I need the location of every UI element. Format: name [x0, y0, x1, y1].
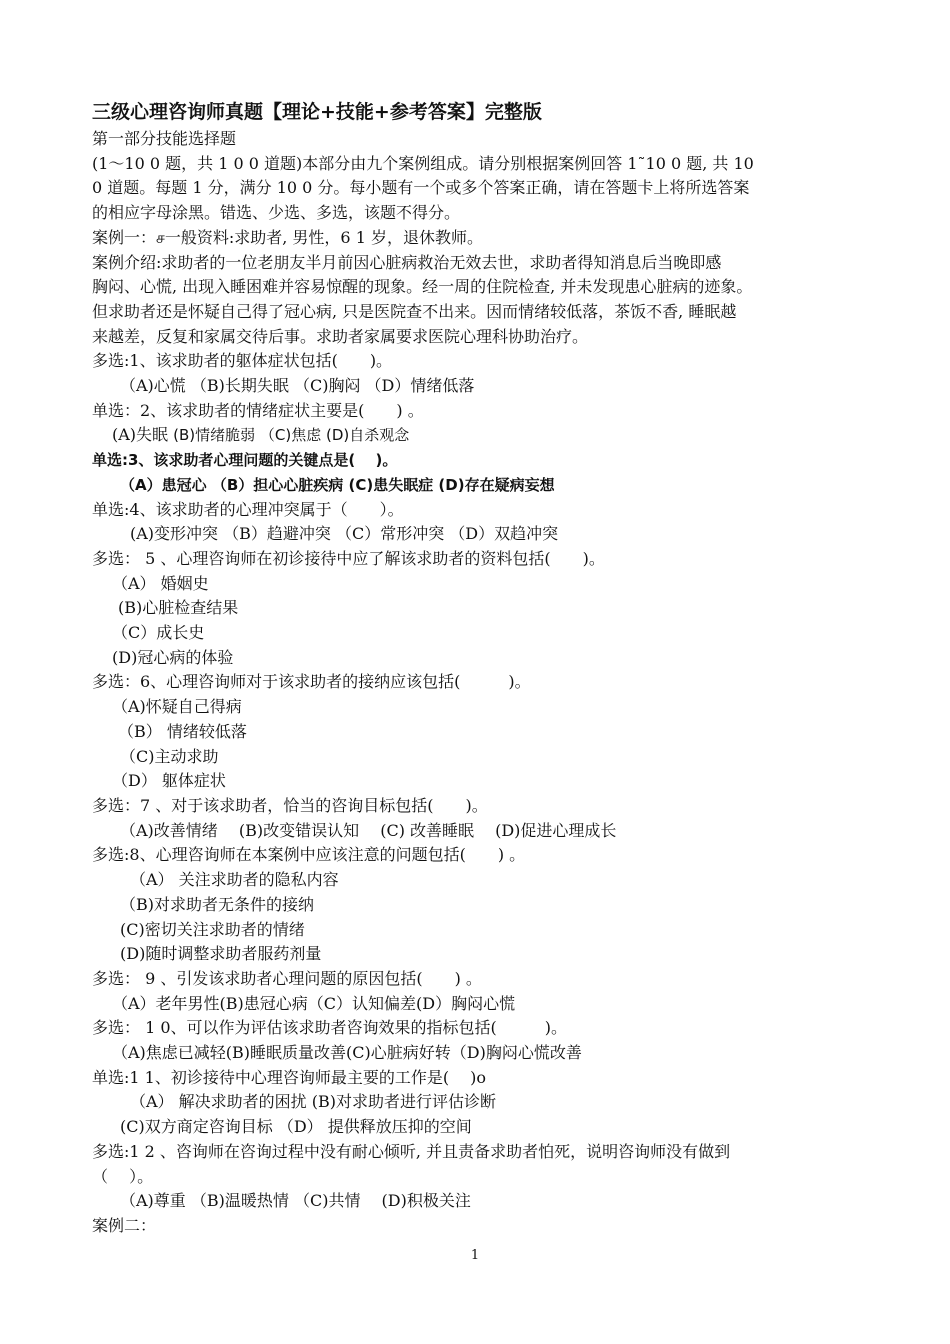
option-text: (A)失眠 — [112, 425, 174, 445]
question-option: （B） 情绪较低落 — [118, 721, 247, 741]
question-options: (A)变形冲突 （B）趋避冲突 （C）常形冲突 （D）双趋冲突 — [130, 524, 559, 544]
case-intro-line: 但求助者还是怀疑自己得了冠心病, 只是医院查不出来。因而情绪较低落，茶饭不香, 睡眠越 — [92, 301, 737, 321]
question-option: （A） 婚姻史 — [112, 573, 209, 593]
question-stem: 多选：7 、对于该求助者，恰当的咨询目标包括( )。 — [92, 795, 488, 815]
intro-line: 的相应字母涂黑。错选、少选、多选，该题不得分。 — [92, 203, 461, 223]
question-option: （A)怀疑自己得病 — [112, 697, 242, 717]
question-stem: 单选:1 1、初诊接待中心理咨询师最主要的工作是( )o — [92, 1067, 487, 1087]
case-intro-line: 案例介绍:求助者的一位老朋友半月前因心脏病救治无效去世，求助者得知消息后当晚即感 — [92, 252, 722, 272]
section-heading: 第一部分技能选择题 — [92, 129, 237, 148]
intro-line: 0 道题。每题 1 分，满分 10 0 分。每小题有一个或多个答案正确，请在答题卡上将所选答案 — [92, 178, 750, 198]
question-option: (B)心脏检查结果 — [118, 598, 239, 618]
document-body — [92, 98, 872, 1239]
question-options: (C)双方商定咨询目标 （D） 提供释放压抑的空间 — [120, 1117, 472, 1137]
question-stem: 多选： 5 、心理咨询师在初诊接待中应了解该求助者的资料包括( )。 — [92, 548, 605, 568]
question-stem: 单选：2、该求助者的情绪症状主要是( ) 。 — [92, 400, 424, 420]
question-stem: 多选:1 2 、咨询师在咨询过程中没有耐心倾听, 并且责备求助者怕死，说明咨询师没有做到 — [92, 1141, 731, 1161]
question-stem: 单选:3、该求助者心理问题的关键点是( )。 — [92, 451, 398, 470]
document-title: 三级心理咨询师真题【理论+技能+参考答案】完整版 — [92, 101, 542, 123]
case-intro-line: 来越差，反复和家属交待后事。求助者家属要求医院心理科协助治疗。 — [92, 326, 589, 346]
question-options: （A)尊重 （B)温暖热情 （C)共情 (D)积极关注 — [120, 1191, 471, 1211]
question-stem: 多选:1、该求助者的躯体症状包括( )。 — [92, 351, 393, 371]
question-options: （A)焦虑已减轻(B)睡眠质量改善(C)心脏病好转（D)胸闷心慌改善 — [112, 1043, 582, 1063]
question-option: （C)主动求助 — [120, 746, 219, 766]
question-options — [92, 423, 872, 448]
question-stem: 单选:4、该求助者的心理冲突属于（ ）。 — [92, 499, 404, 519]
question-option: （A） 关注求助者的隐私内容 — [130, 870, 339, 890]
question-options: （A)心慌 （B)长期失眠 （C)胸闷 （D）情绪低落 — [120, 376, 475, 396]
question-options: （A） 解决求助者的困扰 (B)对求助者进行评估诊断 — [130, 1092, 496, 1112]
question-options: （A）患冠心 （B）担心心脏疾病 (C)患失眠症 (D)存在疑病妄想 — [120, 475, 555, 494]
page-number: 1 — [470, 1248, 480, 1263]
question-option: (D)冠心病的体验 — [112, 647, 234, 667]
option-text: (B)情绪脆弱 （C)焦虑 (D)自杀观念 — [173, 426, 410, 445]
question-option: （D） 躯体症状 — [112, 771, 226, 791]
case-header: 案例二： — [92, 1215, 157, 1235]
question-stem: 多选：6、心理咨询师对于该求助者的接纳应该包括( )。 — [92, 672, 531, 692]
question-options: （A)改善情绪 (B)改变错误认知 (C) 改善睡眠 (D)促进心理成长 — [120, 820, 617, 840]
question-option: （B)对求助者无条件的接纳 — [120, 894, 315, 914]
case-intro-line: 胸闷、心慌, 出现入睡困难并容易惊醒的现象。经一周的住院检查, 并未发现患心脏病的迹象。 — [92, 277, 753, 297]
question-stem: 多选： 1 0、可以作为评估该求助者咨询效果的指标包括( )。 — [92, 1018, 568, 1038]
question-option: （C）成长史 — [112, 623, 205, 643]
question-option: (C)密切关注求助者的情绪 — [120, 919, 305, 939]
question-option: (D)随时调整求助者服药剂量 — [120, 944, 322, 964]
intro-line: (1～10 0 题，共 1 0 0 道题)本部分由九个案例组成。请分别根据案例回答 1˜10 0 题, 共 10 — [92, 153, 754, 173]
case-header: 案例一：ச一般资料:求助者, 男性，6 1 岁，退休教师。 — [92, 227, 483, 247]
question-stem-continued: （ ）。 — [92, 1166, 154, 1186]
question-stem: 多选:8、心理咨询师在本案例中应该注意的问题包括( ) 。 — [92, 845, 526, 865]
question-stem: 多选： 9 、引发该求助者心理问题的原因包括( ) 。 — [92, 968, 482, 988]
question-options: （A）老年男性(B)患冠心病（C）认知偏差(D）胸闷心慌 — [112, 993, 516, 1013]
